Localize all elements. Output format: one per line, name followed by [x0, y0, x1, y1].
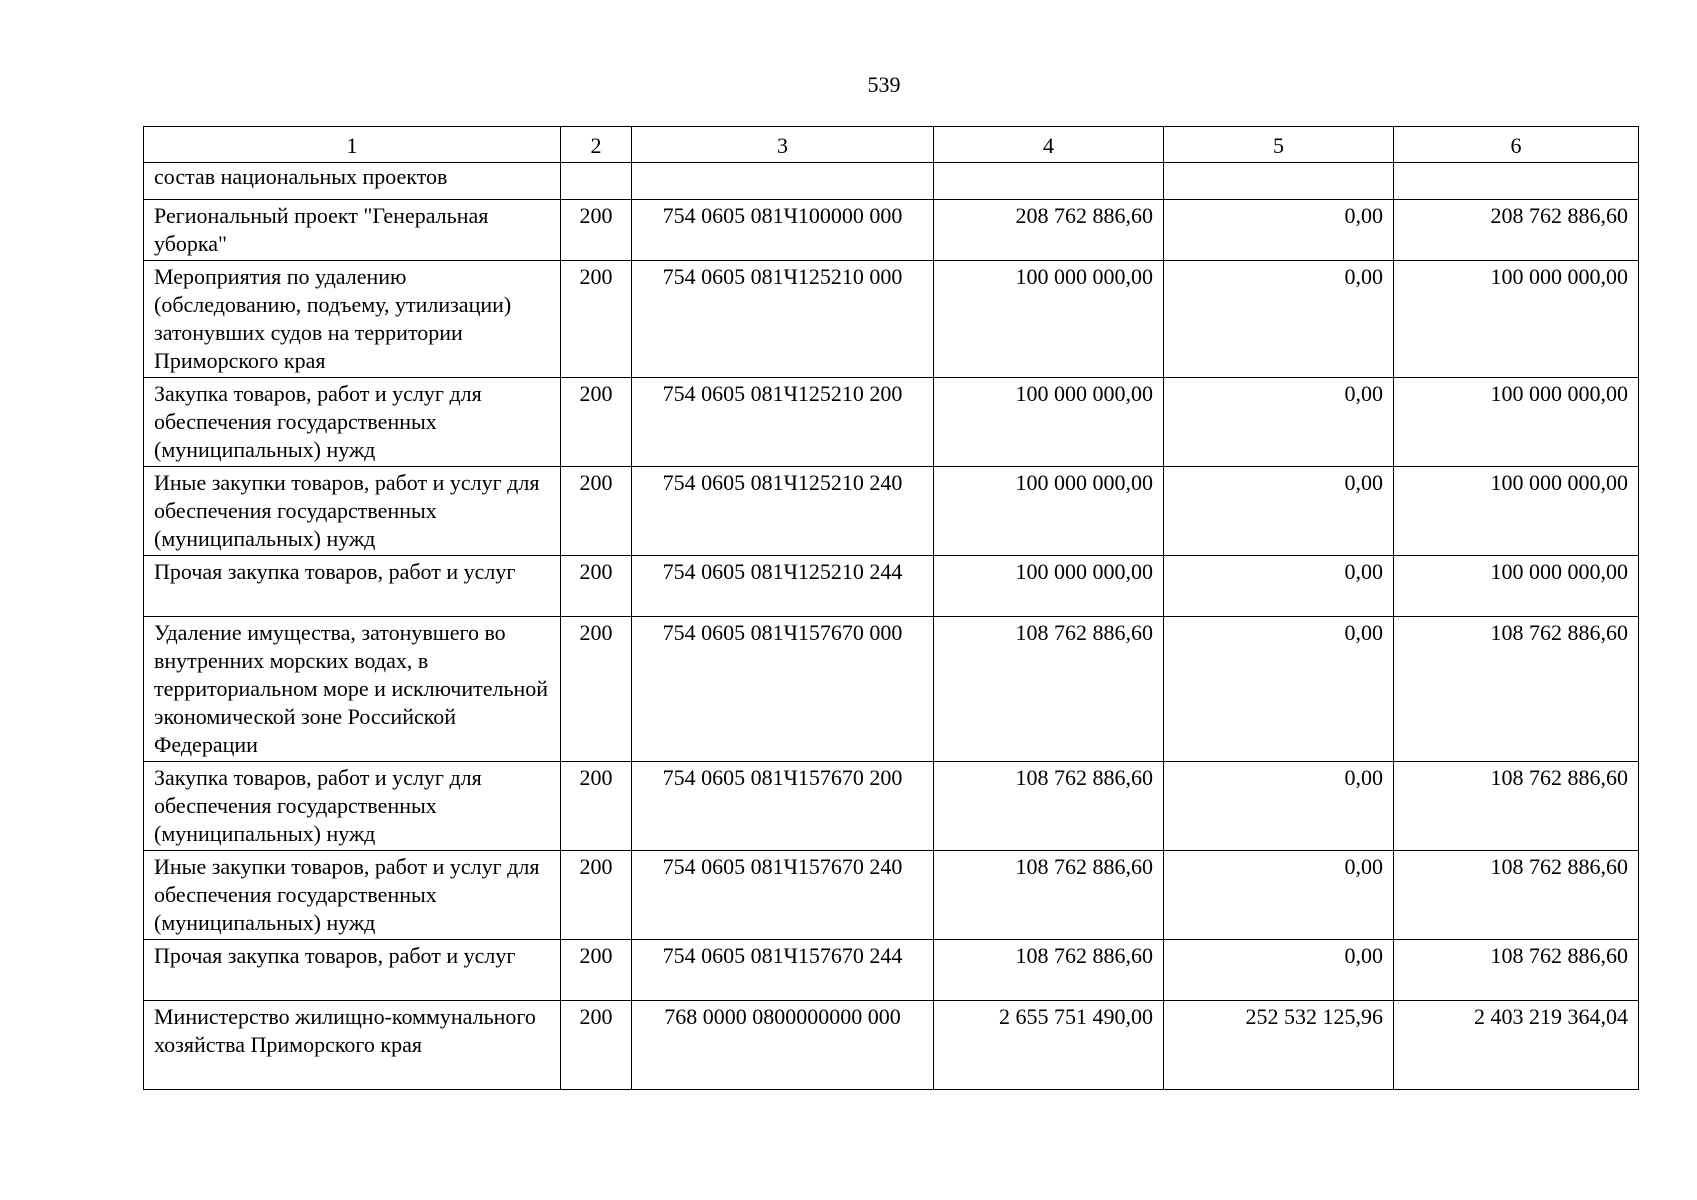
- table-row: [144, 1001, 1639, 1090]
- table-header-row: [144, 127, 1639, 163]
- row-value-5-cell: 0,00: [1164, 261, 1394, 378]
- row-value-4-cell: [934, 163, 1164, 200]
- row-code-cell: 754 0605 081Ч125210 200: [632, 378, 934, 467]
- row-group-cell: 200: [561, 200, 632, 261]
- row-name-cell: Закупка товаров, работ и услуг для обеспечения государственных (муниципальных) нужд: [144, 762, 561, 851]
- row-value-6-cell: 108 762 886,60: [1394, 940, 1639, 1001]
- row-value-6-cell: 100 000 000,00: [1394, 467, 1639, 556]
- row-value-6-cell: 100 000 000,00: [1394, 556, 1639, 617]
- row-name-cell: Прочая закупка товаров, работ и услуг: [144, 556, 561, 617]
- row-value-5-cell: 0,00: [1164, 940, 1394, 1001]
- row-value-6-cell: 2 403 219 364,04: [1394, 1001, 1639, 1090]
- page-number: 539: [867, 72, 901, 97]
- row-name-cell: Региональный проект "Генеральная уборка": [144, 200, 561, 261]
- column-header-4: 4: [934, 127, 1164, 163]
- row-name-cell: Министерство жилищно-коммунального хозяйства Приморского края: [144, 1001, 561, 1090]
- row-value-5-cell: 252 532 125,96: [1164, 1001, 1394, 1090]
- row-value-5-cell: 0,00: [1164, 378, 1394, 467]
- row-group-cell: 200: [561, 1001, 632, 1090]
- column-header-1: 1: [144, 127, 561, 163]
- table-row: [144, 617, 1639, 762]
- column-header-3: 3: [632, 127, 934, 163]
- row-value-6-cell: 108 762 886,60: [1394, 851, 1639, 940]
- table-row: [144, 940, 1639, 1001]
- row-value-4-cell: 100 000 000,00: [934, 378, 1164, 467]
- row-value-5-cell: [1164, 163, 1394, 200]
- table-row: [144, 200, 1639, 261]
- row-group-cell: 200: [561, 378, 632, 467]
- row-value-6-cell: [1394, 163, 1639, 200]
- row-code-cell: [632, 163, 934, 200]
- row-code-cell: 754 0605 081Ч125210 240: [632, 467, 934, 556]
- row-name-cell: Закупка товаров, работ и услуг для обеспечения государственных (муниципальных) нужд: [144, 378, 561, 467]
- row-name-cell: Иные закупки товаров, работ и услуг для обеспечения государственных (муниципальных) нужд: [144, 851, 561, 940]
- row-value-5-cell: 0,00: [1164, 851, 1394, 940]
- row-code-cell: 768 0000 0800000000 000: [632, 1001, 934, 1090]
- row-value-5-cell: 0,00: [1164, 617, 1394, 762]
- row-value-5-cell: 0,00: [1164, 467, 1394, 556]
- row-value-6-cell: 108 762 886,60: [1394, 617, 1639, 762]
- row-value-6-cell: 100 000 000,00: [1394, 261, 1639, 378]
- row-value-4-cell: 108 762 886,60: [934, 617, 1164, 762]
- table-row: [144, 261, 1639, 378]
- row-code-cell: 754 0605 081Ч125210 244: [632, 556, 934, 617]
- row-code-cell: 754 0605 081Ч157670 240: [632, 851, 934, 940]
- row-group-cell: 200: [561, 556, 632, 617]
- table-row: [144, 163, 1639, 200]
- table-row: [144, 556, 1639, 617]
- row-value-4-cell: 2 655 751 490,00: [934, 1001, 1164, 1090]
- row-value-4-cell: 100 000 000,00: [934, 556, 1164, 617]
- table-row: [144, 467, 1639, 556]
- row-value-5-cell: 0,00: [1164, 200, 1394, 261]
- row-code-cell: 754 0605 081Ч100000 000: [632, 200, 934, 261]
- table-row: [144, 378, 1639, 467]
- row-value-4-cell: 108 762 886,60: [934, 762, 1164, 851]
- column-header-2: 2: [561, 127, 632, 163]
- row-value-6-cell: 100 000 000,00: [1394, 378, 1639, 467]
- table-row: [144, 762, 1639, 851]
- row-name-cell: Прочая закупка товаров, работ и услуг: [144, 940, 561, 1001]
- row-value-4-cell: 100 000 000,00: [934, 261, 1164, 378]
- row-code-cell: 754 0605 081Ч157670 000: [632, 617, 934, 762]
- row-group-cell: 200: [561, 851, 632, 940]
- row-group-cell: 200: [561, 762, 632, 851]
- table-row: [144, 851, 1639, 940]
- row-value-5-cell: 0,00: [1164, 762, 1394, 851]
- row-name-cell: состав национальных проектов: [144, 163, 561, 200]
- row-group-cell: 200: [561, 940, 632, 1001]
- row-group-cell: 200: [561, 617, 632, 762]
- row-value-6-cell: 108 762 886,60: [1394, 762, 1639, 851]
- column-header-6: 6: [1394, 127, 1639, 163]
- row-code-cell: 754 0605 081Ч125210 000: [632, 261, 934, 378]
- row-value-5-cell: 0,00: [1164, 556, 1394, 617]
- row-value-4-cell: 108 762 886,60: [934, 940, 1164, 1001]
- row-name-cell: Иные закупки товаров, работ и услуг для обеспечения государственных (муниципальных) нужд: [144, 467, 561, 556]
- row-group-cell: 200: [561, 467, 632, 556]
- row-name-cell: Удаление имущества, затонувшего во внутренних морских водах, в территориальном море и исключительной экономической зоне Российской Федерации: [144, 617, 561, 762]
- row-code-cell: 754 0605 081Ч157670 200: [632, 762, 934, 851]
- row-value-4-cell: 208 762 886,60: [934, 200, 1164, 261]
- row-name-cell: Мероприятия по удалению (обследованию, подъему, утилизации) затонувших судов на территории Приморского края: [144, 261, 561, 378]
- column-header-5: 5: [1164, 127, 1394, 163]
- budget-table: [143, 126, 1639, 1090]
- row-group-cell: 200: [561, 261, 632, 378]
- row-group-cell: [561, 163, 632, 200]
- row-value-4-cell: 108 762 886,60: [934, 851, 1164, 940]
- row-value-4-cell: 100 000 000,00: [934, 467, 1164, 556]
- row-value-6-cell: 208 762 886,60: [1394, 200, 1639, 261]
- row-code-cell: 754 0605 081Ч157670 244: [632, 940, 934, 1001]
